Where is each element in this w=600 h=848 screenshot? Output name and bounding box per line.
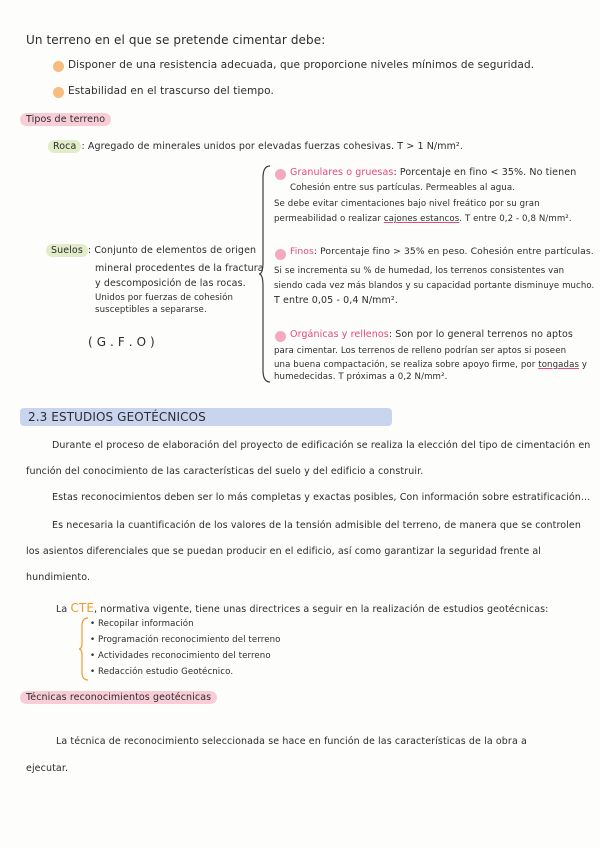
bullet-dot bbox=[53, 87, 64, 98]
cte-list-item: • Redacción estudio Geotécnico. bbox=[90, 667, 234, 677]
finos-line-4: T entre 0,05 - 0,4 N/mm². bbox=[274, 295, 398, 306]
tecnicas-p-l1: La técnica de reconocimiento seleccionada se hace en función de las características de la obra a bbox=[56, 736, 527, 747]
granulares-line-3: Se debe evitar cimentaciones bajo nivel freático por su gran bbox=[274, 199, 540, 209]
cajones-estancos: cajones estancos bbox=[383, 214, 460, 224]
estudios-p3-l2: los asientos diferenciales que se puedan producir en el edificio, así como garantizar la seguridad frente al bbox=[26, 546, 542, 557]
cte-list-item: • Recopilar información bbox=[90, 619, 194, 629]
finos-line-2: Si se incrementa su % de humedad, los terrenos consistentes van bbox=[274, 266, 565, 276]
suelos-line-2: mineral procedentes de la fractura bbox=[95, 263, 264, 274]
brace-icon bbox=[258, 164, 272, 384]
granulares-line-1: Granulares o gruesas: Porcentaje en fino < 35%. No tienen bbox=[290, 167, 577, 178]
estudios-p3-l1: Es necesaria la cuantificación de los valores de la tensión admisible del terreno, de manera que se controlen bbox=[52, 520, 582, 531]
gfo-label: ( G . F . O ) bbox=[88, 335, 155, 349]
suelos-line-5: susceptibles a separarse. bbox=[95, 305, 207, 315]
granulares-dot bbox=[275, 169, 286, 180]
suelos-line-4: Unidos por fuerzas de cohesión bbox=[95, 293, 234, 303]
finos-title: Finos bbox=[290, 246, 314, 257]
intro-bullet-1: Disponer de una resistencia adecuada, que proporcione niveles mínimos de seguridad. bbox=[68, 59, 535, 71]
estudios-p1-l2: función del conocimiento de las características del suelo y del edificio a construir. bbox=[26, 466, 424, 477]
organicas-line-1: Orgánicas y rellenos: Son por lo general terrenos no aptos bbox=[290, 329, 573, 340]
suelos-line-3: y descomposición de las rocas. bbox=[95, 278, 246, 289]
suelos-label: Suelos bbox=[46, 244, 88, 257]
tecnicas-heading: Técnicas reconocimientos geotécnicas bbox=[20, 691, 217, 704]
granulares-line-4: permeabilidad o realizar cajones estancos. T entre 0,2 - 0,8 N/mm². bbox=[274, 214, 572, 224]
roca-label: Roca bbox=[48, 140, 81, 153]
finos-line-1: Finos: Porcentaje fino > 35% en peso. Cohesión entre partículas. bbox=[290, 246, 594, 257]
tipos-heading: Tipos de terreno bbox=[20, 113, 111, 126]
estudios-p3-l3: hundimiento. bbox=[26, 572, 91, 583]
cte-list-item: • Programación reconocimiento del terreno bbox=[90, 635, 281, 645]
estudios-heading: 2.3 ESTUDIOS GEOTÉCNICOS bbox=[20, 408, 392, 426]
intro-line: Un terreno en el que se pretende cimentar debe: bbox=[26, 33, 326, 47]
finos-dot bbox=[275, 249, 286, 260]
cte-list-item: • Actividades reconocimiento del terreno bbox=[90, 651, 271, 661]
roca-row bbox=[48, 141, 463, 152]
organicas-line-3: una buena compactación, se realiza sobre apoyo firme, por tongadas y bbox=[274, 360, 588, 370]
tecnicas-p-l2: ejecutar. bbox=[26, 763, 69, 774]
roca-text: : Agregado de minerales unidos por elevadas fuerzas cohesivas. T > 1 N/mm². bbox=[81, 141, 463, 152]
organicas-line-4: humedecidas. T próximas a 0,2 N/mm². bbox=[274, 372, 448, 382]
cte-label: CTE bbox=[70, 601, 95, 615]
tongadas: tongadas bbox=[538, 360, 580, 370]
estudios-p1-l1: Durante el proceso de elaboración del proyecto de edificación se realiza la elección del tipo de cimentación en bbox=[52, 440, 591, 451]
list-brace-icon bbox=[78, 616, 90, 682]
estudios-p2: Estas reconocimientos deben ser lo más completas y exactas posibles, Con información sobre estratificación... bbox=[52, 492, 591, 503]
bullet-dot bbox=[53, 61, 64, 72]
finos-line-3: siendo cada vez más blandos y su capacidad portante disminuye mucho. bbox=[274, 281, 595, 291]
organicas-dot bbox=[275, 331, 286, 342]
intro-bullet-2: Estabilidad en el trascurso del tiempo. bbox=[68, 85, 274, 97]
suelos-line-1: : Conjunto de elementos de origen bbox=[87, 245, 257, 256]
granulares-title: Granulares o gruesas bbox=[290, 167, 394, 178]
cte-line: La CTE, normativa vigente, tiene unas directrices a seguir en la realización de estudios geotécnicas: bbox=[56, 601, 549, 615]
organicas-line-2: para cimentar. Los terrenos de relleno podrían ser aptos si poseen bbox=[274, 346, 567, 356]
suelos-row bbox=[46, 245, 256, 256]
organicas-title: Orgánicas y rellenos bbox=[290, 329, 389, 340]
granulares-line-2: Cohesión entre sus partículas. Permeables al agua. bbox=[290, 183, 516, 193]
